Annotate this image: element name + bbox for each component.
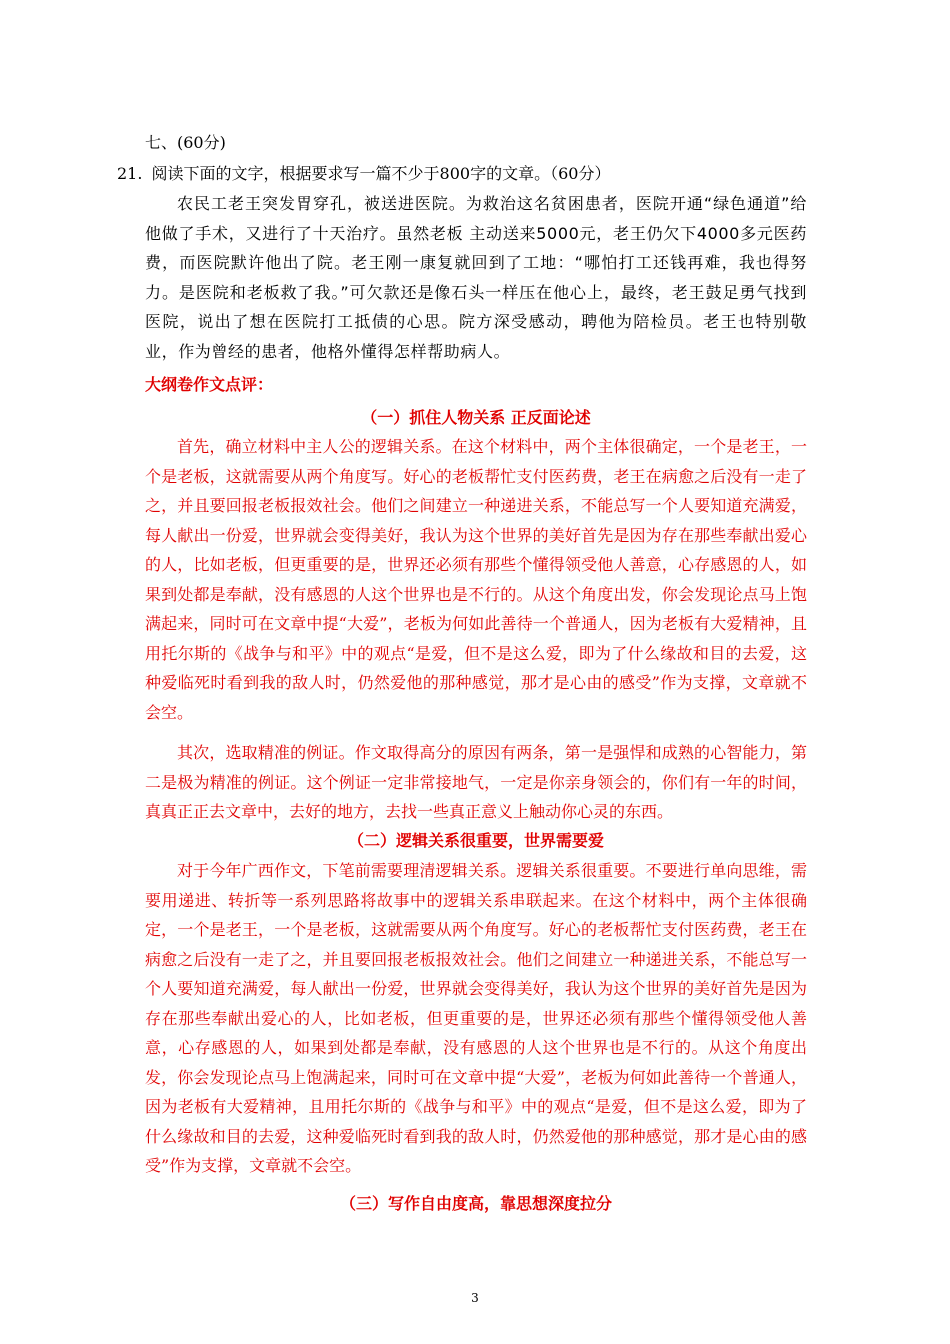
section-heading-1: （一）抓住人物关系 正反面论述 bbox=[361, 408, 591, 427]
material-paragraph: 农民工老王突发胃穿孔，被送进医院。为救治这名贫困患者，医院开通“绿色通道”给他做了手术，又进行了十天治疗。虽然老板 主动送来5000元，老王仍欠下4000多元医药费，而医院默许他出了院。老王刚一康复就回到了工地：“哪怕打工还钱再难，我也得努 力。是医院和老板救了我。”可欠款还是像石头一样压在他心上，最终，老王鼓足勇气找到医院，说出了想在医院打工抵债的心思。院方深受感动，聘他为陪检员。老王也特别敬业，作为曾经的患者，他格外懂得怎样帮助病人。 bbox=[145, 194, 807, 361]
section-heading-3: （三）写作自由度高，靠思想深度拉分 bbox=[339, 1194, 612, 1213]
section-2-paragraph-1: 对于今年广西作文，下笔前需要理清逻辑关系。逻辑关系很重要。不要进行单向思维，需要用递进、转折等一系列思路将故事中的逻辑关系串联起来。在这个材料中，两个主体很确定，一个是老王，一个是老板，这就需要从两个角度写。好心的老板帮忙支付医药费，老王在病愈之后没有一走了之，并且要回报老板报效社会。他们之间建立一种递进关系，不能总写一个人要知道充满爱，每人献出一份爱，世界就会变得美好，我认为这个世界的美好首先是因为存在那些奉献出爱心的人，比如老板，但更重要的是，世界还必须有那些个懂得领受他人善意，心存感恩的人，如果到处都是奉献，没有感恩的人这个世界也是不行的。从这个角度出发，你会发现论点马上饱满起来，同时可在文章中提“大爱”，老板为何如此善待一个普通人，因为老板有大爱精神，且用托尔斯的《战争与和平》中的观点“是爱，但不是这么爱，即为了什么缘故和目的去爱，这种爱临死时看到我的敌人时，仍然爱他的那种感觉，那才是心由的感受”作为支撑，文章就不会空。 bbox=[145, 861, 807, 1175]
section-heading-2: （二）逻辑关系很重要，世界需要爱 bbox=[347, 831, 604, 850]
question-number: 21. bbox=[117, 164, 143, 183]
commentary-title: 大纲卷作文点评： bbox=[145, 375, 274, 394]
section-label: 七、(60分) bbox=[145, 133, 226, 152]
page-number: 3 bbox=[471, 1291, 479, 1305]
section-1-paragraph-2: 其次，选取精准的例证。作文取得高分的原因有两条，第一是强悍和成熟的心智能力，第二是极为精准的例证。这个例证一定非常接地气，一定是你亲身领会的，你们有一年的时间，真真正正去文章中，去好的地方，去找一些真正意义上触动你心灵的东西。 bbox=[145, 743, 807, 821]
question-line bbox=[117, 164, 610, 184]
section-1-paragraph-1: 首先，确立材料中主人公的逻辑关系。在这个材料中，两个主体很确定，一个是老王，一个是老板，这就需要从两个角度写。好心的老板帮忙支付医药费，老王在病愈之后没有一走了之，并且要回报老板报效社会。他们之间建立一种递进关系，不能总写一个人要知道充满爱，每人献出一份爱，世界就会变得美好，我认为这个世界的美好首先是因为存在那些奉献出爱心的人，比如老板，但更重要的是，世界还必须有那些个懂得领受他人善意，心存感恩的人，如果到处都是奉献，没有感恩的人这个世界也是不行的。从这个角度出发，你会发现论点马上饱满起来，同时可在文章中提“大爱”，老板为何如此善待一个普通人，因为老板有大爱精神，且用托尔斯的《战争与和平》中的观点“是爱，但不是这么爱，即为了什么缘故和目的去爱，这种爱临死时看到我的敌人时，仍然爱他的那种感觉，那才是心由的感受”作为支撑，文章就不会空。 bbox=[145, 437, 807, 722]
question-prompt: 阅读下面的文字，根据要求写一篇不少于800字的文章。（60分） bbox=[151, 164, 611, 183]
